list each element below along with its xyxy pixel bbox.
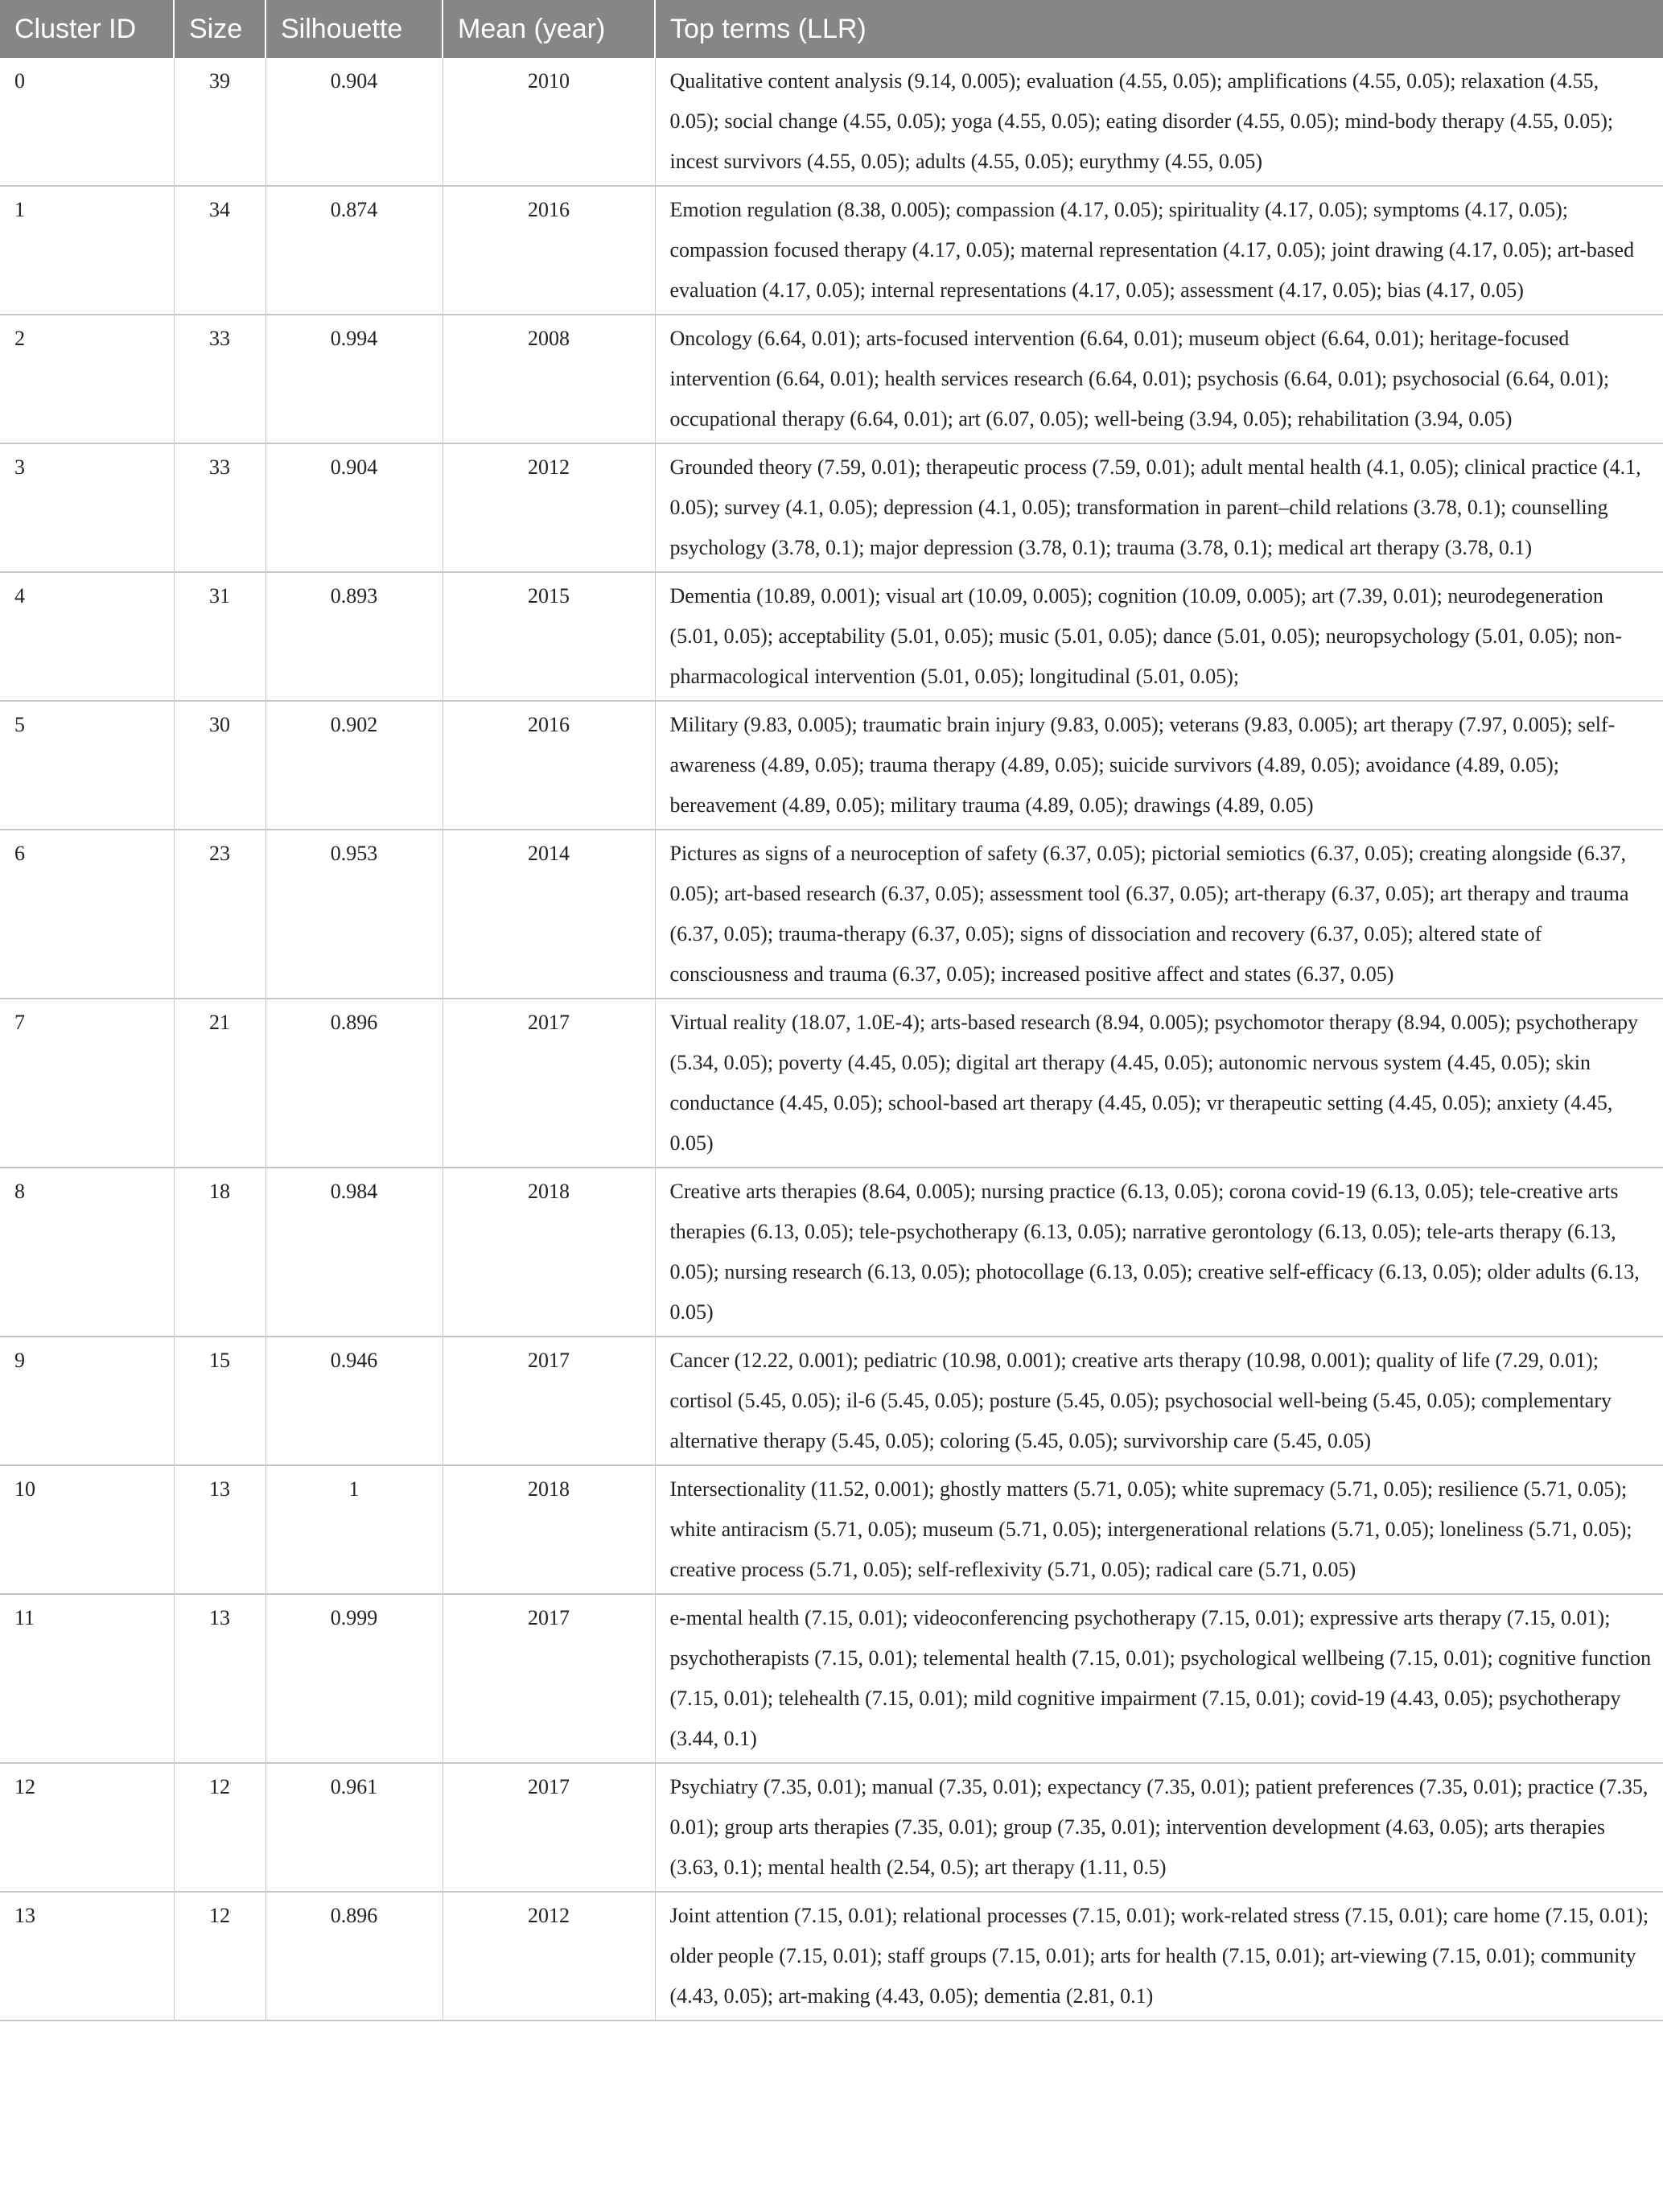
cell-top-terms: Creative arts therapies (8.64, 0.005); nursing practice (6.13, 0.05); corona covid-19 (6.13, 0.05); tele-creative arts therapies (6.13, 0.05); tele-psychotherapy (6.13, 0.05); narrative gerontology (6.13, 0.05); tele-arts therapy (6.13, 0.05); nursing research (6.13, 0.05); photocollage (6.13, 0.05); creative self-efficacy (6.13, 0.05); older adults (6.13, 0.05) [655, 1168, 1663, 1337]
header-cluster-id: Cluster ID [0, 0, 174, 58]
table-row [0, 1337, 1663, 1465]
cell-mean-year: 2012 [443, 443, 655, 572]
cell-mean-year: 2018 [443, 1465, 655, 1594]
cell-mean-year: 2017 [443, 999, 655, 1168]
cell-size: 39 [174, 58, 266, 186]
cell-silhouette: 0.999 [266, 1594, 443, 1763]
cell-mean-year: 2017 [443, 1763, 655, 1892]
cell-cluster-id: 6 [0, 830, 174, 999]
cell-top-terms: Military (9.83, 0.005); traumatic brain injury (9.83, 0.005); veterans (9.83, 0.005); art therapy (7.97, 0.005); self-awareness (4.89, 0.05); trauma therapy (4.89, 0.05); suicide survivors (4.89, 0.05); avoidance (4.89, 0.05); bereavement (4.89, 0.05); military trauma (4.89, 0.05); drawings (4.89, 0.05) [655, 701, 1663, 830]
cell-silhouette: 0.874 [266, 186, 443, 315]
cell-mean-year: 2016 [443, 186, 655, 315]
cell-cluster-id: 9 [0, 1337, 174, 1465]
cell-silhouette: 0.893 [266, 572, 443, 701]
header-mean-year: Mean (year) [443, 0, 655, 58]
cell-silhouette: 0.896 [266, 1892, 443, 2020]
cell-cluster-id: 11 [0, 1594, 174, 1763]
table-row [0, 58, 1663, 186]
cell-top-terms: Oncology (6.64, 0.01); arts-focused intervention (6.64, 0.01); museum object (6.64, 0.01); heritage-focused intervention (6.64, 0.01); health services research (6.64, 0.01); psychosis (6.64, 0.01); psychosocial (6.64, 0.01); occupational therapy (6.64, 0.01); art (6.07, 0.05); well-being (3.94, 0.05); rehabilitation (3.94, 0.05) [655, 315, 1663, 443]
cell-silhouette: 0.896 [266, 999, 443, 1168]
cell-size: 12 [174, 1892, 266, 2020]
cell-top-terms: Virtual reality (18.07, 1.0E-4); arts-based research (8.94, 0.005); psychomotor therapy (8.94, 0.005); psychotherapy (5.34, 0.05); poverty (4.45, 0.05); digital art therapy (4.45, 0.05); autonomic nervous system (4.45, 0.05); skin conductance (4.45, 0.05); school-based art therapy (4.45, 0.05); vr therapeutic setting (4.45, 0.05); anxiety (4.45, 0.05) [655, 999, 1663, 1168]
cell-silhouette: 0.902 [266, 701, 443, 830]
table-row [0, 830, 1663, 999]
header-size: Size [174, 0, 266, 58]
cell-top-terms: Pictures as signs of a neuroception of safety (6.37, 0.05); pictorial semiotics (6.37, 0.05); creating alongside (6.37, 0.05); art-based research (6.37, 0.05); assessment tool (6.37, 0.05); art-therapy (6.37, 0.05); art therapy and trauma (6.37, 0.05); trauma-therapy (6.37, 0.05); signs of dissociation and recovery (6.37, 0.05); altered state of consciousness and trauma (6.37, 0.05); increased positive affect and states (6.37, 0.05) [655, 830, 1663, 999]
cell-top-terms: Grounded theory (7.59, 0.01); therapeutic process (7.59, 0.01); adult mental health (4.1, 0.05); clinical practice (4.1, 0.05); survey (4.1, 0.05); depression (4.1, 0.05); transformation in parent–child relations (3.78, 0.1); counselling psychology (3.78, 0.1); major depression (3.78, 0.1); trauma (3.78, 0.1); medical art therapy (3.78, 0.1) [655, 443, 1663, 572]
cell-top-terms: Psychiatry (7.35, 0.01); manual (7.35, 0.01); expectancy (7.35, 0.01); patient preferences (7.35, 0.01); practice (7.35, 0.01); group arts therapies (7.35, 0.01); group (7.35, 0.01); intervention development (4.63, 0.05); arts therapies (3.63, 0.1); mental health (2.54, 0.5); art therapy (1.11, 0.5) [655, 1763, 1663, 1892]
cell-top-terms: e-mental health (7.15, 0.01); videoconferencing psychotherapy (7.15, 0.01); expressive arts therapy (7.15, 0.01); psychotherapists (7.15, 0.01); telemental health (7.15, 0.01); psychological wellbeing (7.15, 0.01); cognitive function (7.15, 0.01); telehealth (7.15, 0.01); mild cognitive impairment (7.15, 0.01); covid-19 (4.43, 0.05); psychotherapy (3.44, 0.1) [655, 1594, 1663, 1763]
cell-top-terms: Cancer (12.22, 0.001); pediatric (10.98, 0.001); creative arts therapy (10.98, 0.001); quality of life (7.29, 0.01); cortisol (5.45, 0.05); il-6 (5.45, 0.05); posture (5.45, 0.05); psychosocial well-being (5.45, 0.05); complementary alternative therapy (5.45, 0.05); coloring (5.45, 0.05); survivorship care (5.45, 0.05) [655, 1337, 1663, 1465]
table-row [0, 701, 1663, 830]
cell-mean-year: 2008 [443, 315, 655, 443]
table-body [0, 58, 1663, 2020]
cell-mean-year: 2018 [443, 1168, 655, 1337]
cell-cluster-id: 1 [0, 186, 174, 315]
cell-size: 31 [174, 572, 266, 701]
header-top-terms: Top terms (LLR) [655, 0, 1663, 58]
cell-cluster-id: 7 [0, 999, 174, 1168]
cell-cluster-id: 10 [0, 1465, 174, 1594]
cell-mean-year: 2012 [443, 1892, 655, 2020]
table-row [0, 1465, 1663, 1594]
cell-size: 33 [174, 315, 266, 443]
cell-silhouette: 0.961 [266, 1763, 443, 1892]
cell-size: 21 [174, 999, 266, 1168]
cell-silhouette: 0.953 [266, 830, 443, 999]
table-row [0, 1763, 1663, 1892]
cell-mean-year: 2010 [443, 58, 655, 186]
cell-cluster-id: 2 [0, 315, 174, 443]
cell-top-terms: Joint attention (7.15, 0.01); relational processes (7.15, 0.01); work-related stress (7.15, 0.01); care home (7.15, 0.01); older people (7.15, 0.01); staff groups (7.15, 0.01); arts for health (7.15, 0.01); art-viewing (7.15, 0.01); community (4.43, 0.05); art-making (4.43, 0.05); dementia (2.81, 0.1) [655, 1892, 1663, 2020]
cell-size: 30 [174, 701, 266, 830]
cell-top-terms: Emotion regulation (8.38, 0.005); compassion (4.17, 0.05); spirituality (4.17, 0.05); symptoms (4.17, 0.05); compassion focused therapy (4.17, 0.05); maternal representation (4.17, 0.05); joint drawing (4.17, 0.05); art-based evaluation (4.17, 0.05); internal representations (4.17, 0.05); assessment (4.17, 0.05); bias (4.17, 0.05) [655, 186, 1663, 315]
cell-cluster-id: 3 [0, 443, 174, 572]
cell-mean-year: 2017 [443, 1594, 655, 1763]
cell-cluster-id: 4 [0, 572, 174, 701]
table-row [0, 1168, 1663, 1337]
cell-cluster-id: 12 [0, 1763, 174, 1892]
cell-cluster-id: 0 [0, 58, 174, 186]
cell-cluster-id: 8 [0, 1168, 174, 1337]
table-row [0, 999, 1663, 1168]
cell-size: 23 [174, 830, 266, 999]
cell-silhouette: 0.904 [266, 58, 443, 186]
cell-size: 12 [174, 1763, 266, 1892]
cell-silhouette: 0.994 [266, 315, 443, 443]
cell-silhouette: 0.946 [266, 1337, 443, 1465]
table-row [0, 1594, 1663, 1763]
cell-size: 18 [174, 1168, 266, 1337]
cell-top-terms: Dementia (10.89, 0.001); visual art (10.09, 0.005); cognition (10.09, 0.005); art (7.39, 0.01); neurodegeneration (5.01, 0.05); acceptability (5.01, 0.05); music (5.01, 0.05); dance (5.01, 0.05); neuropsychology (5.01, 0.05); non-pharmacological intervention (5.01, 0.05); longitudinal (5.01, 0.05); [655, 572, 1663, 701]
cell-mean-year: 2016 [443, 701, 655, 830]
header-silhouette: Silhouette [266, 0, 443, 58]
cell-size: 13 [174, 1594, 266, 1763]
cell-mean-year: 2015 [443, 572, 655, 701]
cell-silhouette: 0.904 [266, 443, 443, 572]
table-row [0, 443, 1663, 572]
cell-top-terms: Intersectionality (11.52, 0.001); ghostly matters (5.71, 0.05); white supremacy (5.71, 0.05); resilience (5.71, 0.05); white antiracism (5.71, 0.05); museum (5.71, 0.05); intergenerational relations (5.71, 0.05); loneliness (5.71, 0.05); creative process (5.71, 0.05); self-reflexivity (5.71, 0.05); radical care (5.71, 0.05) [655, 1465, 1663, 1594]
cell-size: 33 [174, 443, 266, 572]
cell-silhouette: 0.984 [266, 1168, 443, 1337]
cell-silhouette: 1 [266, 1465, 443, 1594]
cell-top-terms: Qualitative content analysis (9.14, 0.005); evaluation (4.55, 0.05); amplifications (4.55, 0.05); relaxation (4.55, 0.05); social change (4.55, 0.05); yoga (4.55, 0.05); eating disorder (4.55, 0.05); mind-body therapy (4.55, 0.05); incest survivors (4.55, 0.05); adults (4.55, 0.05); eurythmy (4.55, 0.05) [655, 58, 1663, 186]
cell-size: 34 [174, 186, 266, 315]
cell-mean-year: 2014 [443, 830, 655, 999]
table-header [0, 0, 1663, 58]
table-row [0, 186, 1663, 315]
table-row [0, 1892, 1663, 2020]
table-row [0, 572, 1663, 701]
cell-size: 15 [174, 1337, 266, 1465]
cell-mean-year: 2017 [443, 1337, 655, 1465]
cell-cluster-id: 5 [0, 701, 174, 830]
table-row [0, 315, 1663, 443]
header-row [0, 0, 1663, 58]
cell-size: 13 [174, 1465, 266, 1594]
cell-cluster-id: 13 [0, 1892, 174, 2020]
